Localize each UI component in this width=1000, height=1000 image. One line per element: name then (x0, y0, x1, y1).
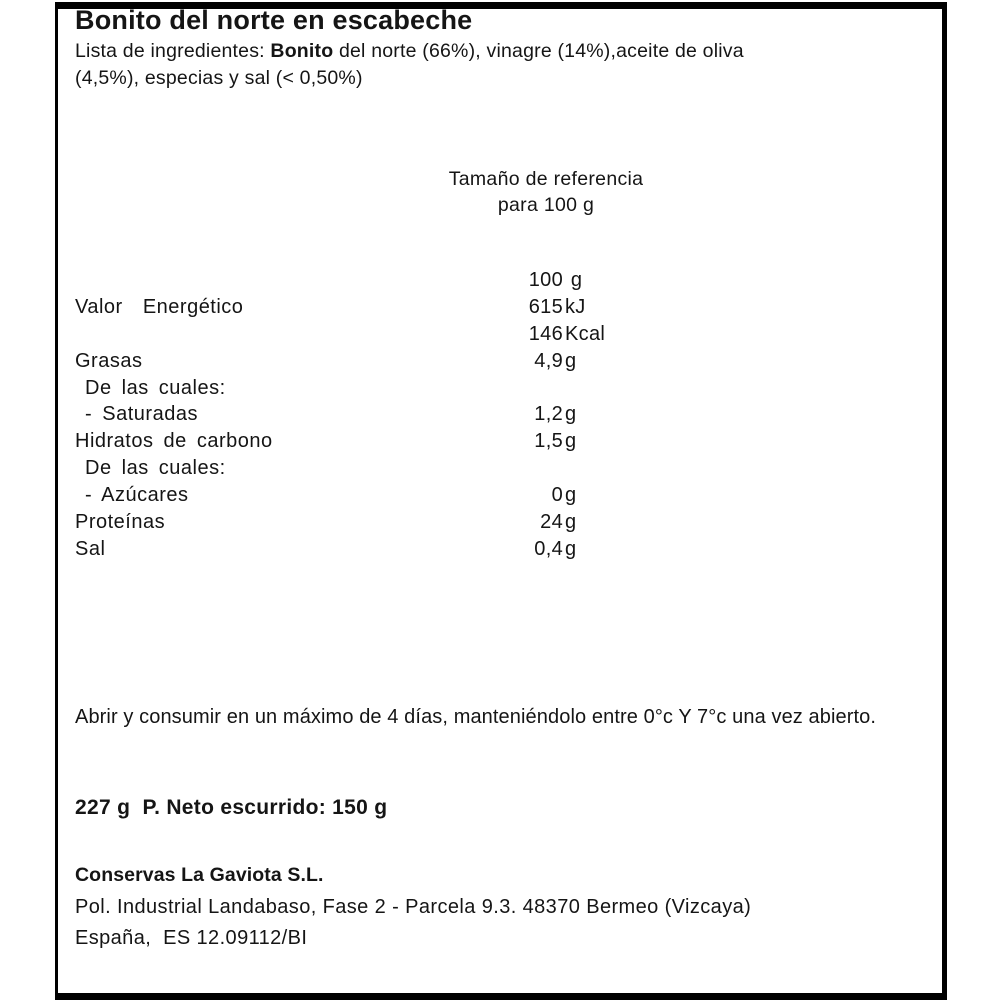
nutrient-label: Proteínas (75, 511, 166, 534)
nutrient-value-unit: g (565, 511, 577, 534)
manufacturer-country-registration: España, ES 12.09112/BI (75, 927, 308, 949)
ingredients-line2: (4,5%), especias y sal (< 0,50%) (75, 66, 363, 89)
serving-reference-line1: Tamaño de referencia (448, 168, 644, 190)
nutrient-value-number: 1,2 (534, 403, 563, 426)
nutrition-column-header (75, 267, 715, 294)
nutrient-value-unit: g (565, 349, 577, 372)
nutrition-table (75, 267, 715, 563)
nutrient-value-unit: g (565, 403, 577, 426)
nutrient-value-number: 24 (540, 511, 563, 534)
nutrition-row (75, 509, 715, 536)
nutrient-value-unit: Kcal (565, 322, 606, 345)
nutrient-value-number: 0,4 (534, 537, 563, 560)
nutrient-label: - Saturadas (75, 403, 198, 426)
serving-reference (346, 166, 746, 218)
ingredients-rest: del norte (66%), vinagre (14%),aceite de oliva (333, 40, 744, 62)
product-title: Bonito del norte en escabeche (75, 5, 473, 35)
nutrition-row (75, 294, 715, 321)
nutrient-value-number: 146 (528, 322, 563, 345)
manufacturer-address: Pol. Industrial Landabaso, Fase 2 - Parcela 9.3. 48370 Bermeo (Vizcaya) (75, 895, 752, 918)
column-header-unit: g (565, 269, 583, 291)
nutrition-row (75, 428, 715, 455)
nutrient-label: - Azúcares (75, 484, 189, 507)
storage-note: Abrir y consumir en un máximo de 4 días, manteniéndolo entre 0°c Y 7°c una vez abierto. (75, 706, 877, 728)
nutrient-value-number: 615 (528, 295, 563, 318)
ingredients-intro: Lista de ingredientes: (75, 40, 271, 62)
nutrient-value-unit: g (565, 537, 577, 560)
ingredient-bold-bonito: Bonito (270, 40, 334, 62)
nutrient-value-number: 1,5 (534, 430, 563, 453)
nutrition-row (75, 321, 715, 348)
nutrition-row (75, 375, 715, 402)
serving-reference-line2: para 100 g (497, 194, 595, 216)
nutrition-row (75, 536, 715, 563)
nutrient-label: Valor Energético (75, 295, 244, 318)
nutrient-label: Sal (75, 537, 106, 560)
product-label-frame (55, 2, 947, 1000)
nutrient-label: Hidratos de carbono (75, 430, 273, 453)
column-header-number: 100 (528, 269, 563, 291)
label-content (58, 5, 942, 993)
net-weight: 227 g P. Neto escurrido: 150 g (75, 796, 388, 819)
nutrient-label: De las cuales: (75, 457, 226, 480)
nutrient-value-number: 0 (551, 484, 563, 507)
nutrition-row (75, 482, 715, 509)
manufacturer-info (75, 860, 751, 955)
nutrition-row (75, 348, 715, 375)
nutrition-row (75, 455, 715, 482)
nutrient-value-unit: g (565, 430, 577, 453)
nutrient-value-unit: kJ (565, 295, 586, 318)
manufacturer-name: Conservas La Gaviota S.L. (75, 864, 324, 886)
ingredients-text (75, 38, 895, 91)
nutrient-value-number: 4,9 (534, 349, 563, 372)
nutrient-label: De las cuales: (75, 376, 226, 399)
nutrient-value-unit: g (565, 484, 577, 507)
nutrition-row (75, 401, 715, 428)
nutrient-label: Grasas (75, 349, 143, 372)
